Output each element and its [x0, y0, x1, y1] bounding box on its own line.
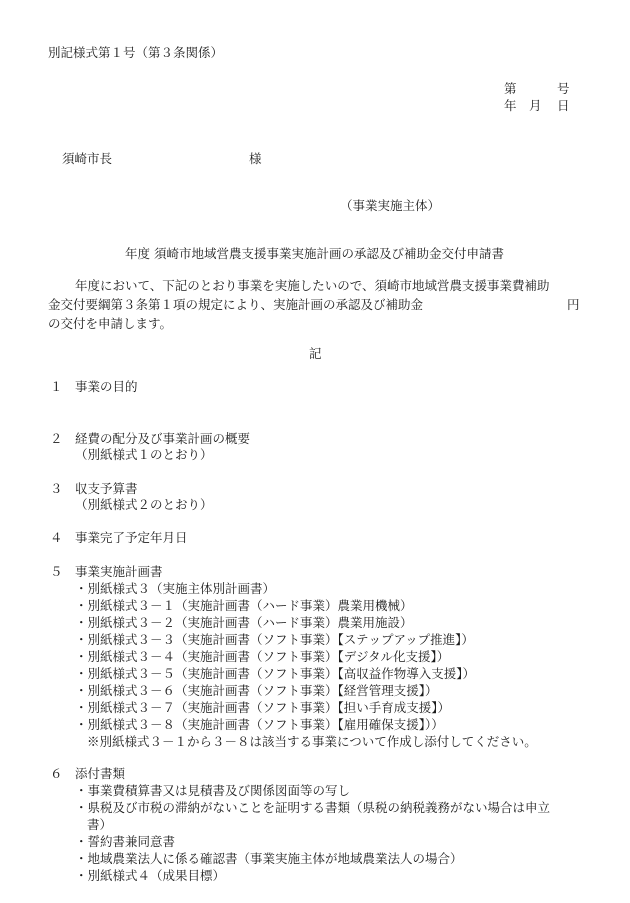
body-line-1: 年度において、下記のとおり事業を実施したいので、須崎市地域営農支援事業費補助 — [75, 278, 550, 293]
applicant-label: （事業実施主体） — [340, 198, 441, 213]
addressee-honorific: 様 — [249, 151, 262, 166]
section-2-title: 経費の配分及び事業計画の概要 — [75, 431, 251, 446]
section-6-number: ６ — [50, 766, 63, 781]
section-2-note: （別紙様式１のとおり） — [75, 447, 213, 462]
body-line-3: の交付を申請します。 — [48, 316, 173, 331]
date-year: 年 — [504, 98, 517, 113]
section-6-title: 添付書類 — [75, 766, 126, 781]
section-3-number: ３ — [50, 481, 63, 496]
section-3-note: （別紙様式２のとおり） — [75, 497, 213, 512]
section-5-number: ５ — [50, 564, 63, 579]
ki-heading: 記 — [309, 346, 322, 361]
section-1-title: 事業の目的 — [75, 379, 138, 394]
date-month: 月 — [529, 98, 542, 113]
section-5-title: 事業実施計画書 — [75, 564, 163, 579]
section-5-item: ・別紙様式３－８（実施計画書（ソフト事業）【雇用確保支援】）） — [75, 717, 444, 732]
section-4-number: ４ — [50, 530, 63, 545]
addressee-name: 須崎市長 — [62, 151, 113, 166]
section-2-number: ２ — [50, 431, 63, 446]
document-title: 年度 須崎市地域営農支援事業実施計画の承認及び補助金交付申請書 — [125, 246, 504, 261]
section-6-item: ・地域農業法人に係る確認書（事業実施主体が地域農業法人の場合） — [75, 851, 463, 866]
section-6-item: ・別紙様式４（成果目標） — [75, 868, 226, 883]
section-6-item-continuation: 書） — [87, 817, 113, 832]
section-5-item: ・別紙様式３－５（実施計画書（ソフト事業）【高収益作物導入支援】） — [75, 666, 476, 681]
section-5-item: ・別紙様式３－２（実施計画書（ハード事業）農業用施設） — [75, 615, 413, 630]
body-yen: 円 — [567, 297, 580, 312]
section-1-number: １ — [50, 379, 63, 394]
section-5-item: ・別紙様式３－６（実施計画書（ソフト事業）【経営管理支援】） — [75, 683, 438, 698]
date-day: 日 — [557, 98, 570, 113]
section-4-title: 事業完了予定年月日 — [75, 530, 188, 545]
form-id: 別記様式第１号（第３条関係） — [48, 45, 224, 60]
body-line-2: 金交付要綱第３条第１項の規定により、実施計画の承認及び補助金 — [48, 297, 424, 312]
section-5-item: ・別紙様式３－３（実施計画書（ソフト事業）【ステップアップ推進】） — [75, 632, 474, 647]
section-5-item: ・別紙様式３－１（実施計画書（ハード事業）農業用機械） — [75, 598, 413, 613]
doc-number-go: 号 — [557, 81, 570, 96]
section-5-item: ・別紙様式３（実施主体別計画書） — [75, 581, 276, 596]
section-6-item: ・誓約書兼同意書 — [75, 834, 176, 849]
section-6-item: ・県税及び市税の滞納がないことを証明する書類（県税の納税義務がない場合は申立 — [75, 800, 551, 815]
section-5-note: ※別紙様式３－１から３－８は該当する事業について作成し添付してください。 — [87, 734, 537, 749]
doc-number-dai: 第 — [504, 81, 517, 96]
section-5-item: ・別紙様式３－７（実施計画書（ソフト事業）【担い手育成支援】） — [75, 700, 451, 715]
section-6-item: ・事業費積算書又は見積書及び関係図面等の写し — [75, 783, 351, 798]
section-3-title: 収支予算書 — [75, 481, 138, 496]
section-5-item: ・別紙様式３－４（実施計画書（ソフト事業）【デジタル化支援】） — [75, 649, 450, 664]
